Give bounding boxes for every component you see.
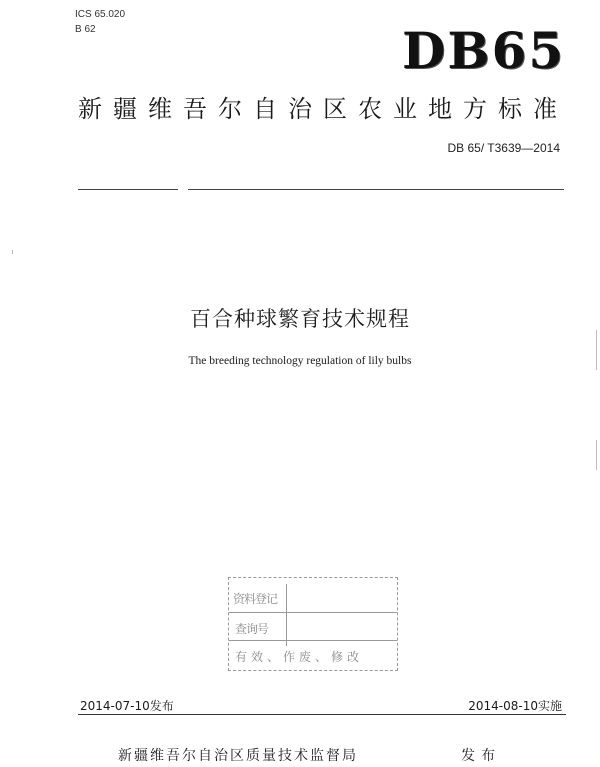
issued-label: 发布	[461, 748, 501, 764]
document-title-english: The breeding technology regulation of lily bulbs	[188, 355, 412, 367]
header-rule-long	[188, 189, 564, 190]
stamp-row-divider	[229, 612, 397, 613]
organization-standard-title: 新疆维吾尔自治区农业地方标准	[78, 95, 568, 123]
classification-code: B 62	[75, 24, 96, 35]
footer-rule	[78, 714, 566, 715]
stamp-cell-status: 有效、作废、修改	[235, 650, 364, 664]
issue-date: 2014-07-10发布	[80, 699, 174, 713]
scan-artifact	[596, 330, 597, 370]
implementation-date: 2014-08-10实施	[468, 699, 562, 713]
stamp-column-divider	[286, 584, 287, 646]
scan-artifact	[12, 250, 13, 254]
stamp-row-divider	[229, 640, 397, 641]
scan-artifact	[596, 440, 597, 470]
document-title-chinese: 百合种球繁育技术规程	[190, 307, 410, 331]
registration-stamp	[228, 577, 398, 671]
ics-code: ICS 65.020	[75, 9, 126, 20]
db65-logo: DB65	[402, 21, 566, 80]
standard-number: DB 65/ T3639—2014	[447, 141, 560, 155]
issuing-authority: 新疆维吾尔自治区质量技术监督局	[118, 748, 358, 764]
stamp-cell-register: 资料登记	[233, 592, 278, 606]
stamp-cell-query: 查询号	[235, 622, 269, 636]
header-rule-short	[78, 189, 178, 190]
